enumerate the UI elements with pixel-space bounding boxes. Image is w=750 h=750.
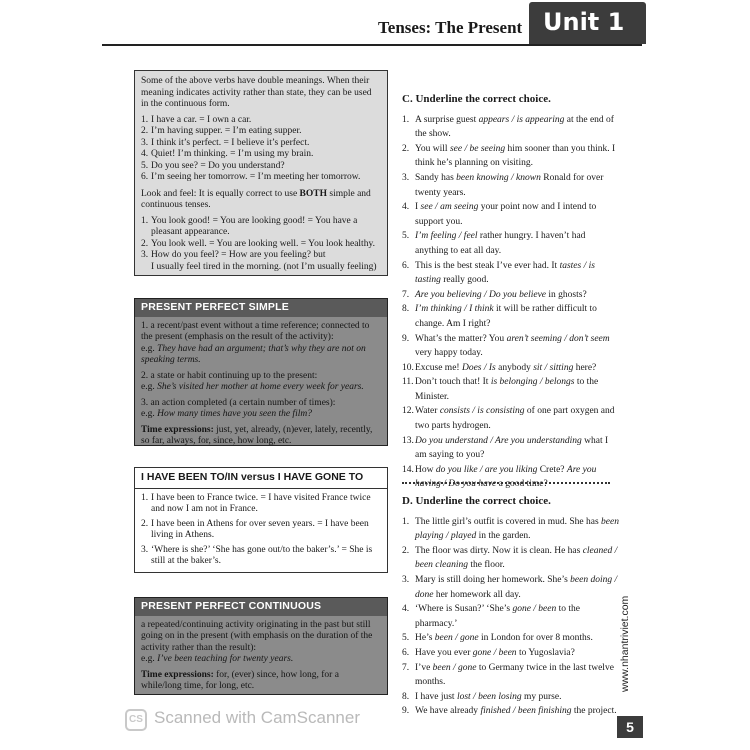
been-gone-heading: I HAVE BEEN TO/IN versus I HAVE GONE TO (135, 468, 387, 489)
exercise-c-heading: C. Underline the correct choice. (402, 93, 551, 105)
pps-example-2: e.g. She’s visited her mother at home every week for years. (141, 382, 364, 392)
header-rule (102, 44, 642, 46)
ppc-example: e.g. I’ve been teaching for twenty years. (141, 654, 294, 664)
exercise-item: 6. Have you ever gone / been to Yugoslavia? (402, 647, 575, 658)
exercise-item: 3. Sandy has been knowing / known Ronald for over twenty years. (402, 172, 604, 198)
exercise-item: 13. Do you understand / Are you understanding what I am saying to you? (402, 435, 609, 461)
present-perfect-simple-box (134, 298, 388, 446)
list-item: 1. I have been to France twice. = I have visited France twice and now I am not in France. (141, 492, 371, 514)
exercise-item: 4. I see / am seeing your point now and I intend to support you. (402, 202, 597, 227)
list-item: 1. I have a car. = I own a car. (141, 114, 252, 125)
pps-rule-2: 2. a state or habit continuing up to the present: (141, 370, 318, 381)
exercise-item: 4. ‘Where is Susan?’ ‘She’s gone / been to the pharmacy.’ (402, 604, 580, 629)
ppc-time-expressions: Time expressions: for, (ever) since, how long, for a while/long time, for long, etc. (141, 669, 339, 691)
look-feel-intro: Look and feel: It is equally correct to use BOTH simple and continuous tenses. (141, 188, 371, 210)
exercise-d (402, 494, 620, 719)
list-item: 5. Do you see? = Do you understand? (141, 160, 285, 171)
pps-time-expressions: Time expressions: just, yet, already, (n)ever, lately, recently, so far, always, for, since, how long, etc. (141, 424, 373, 446)
list-item: 1. You look good! = You are looking good! = You have a pleasant appearance. (141, 215, 358, 237)
exercise-item: 1. A surprise guest appears / is appearing at the end of the show. (402, 114, 614, 140)
exercise-d-list (402, 515, 620, 719)
list-item: 6. I’m seeing her tomorrow. = I’m meeting her tomorrow. (141, 172, 361, 182)
exercise-item: 5. I’m feeling / feel rather hungry. I haven’t had anything to eat all day. (402, 231, 586, 256)
chapter-title: Tenses: The Present (378, 18, 523, 37)
list-item: 3. I think it’s perfect. = I believe it’s perfect. (141, 137, 310, 148)
section-divider (402, 482, 610, 484)
exercise-item: 2. The floor was dirty. Now it is clean. He has cleaned / been cleaning the floor. (402, 545, 618, 571)
unit-tab (529, 2, 646, 44)
pps-example-3: e.g. How many times have you seen the film? (141, 409, 312, 419)
look-feel-list (141, 216, 381, 274)
exercise-item: 11. Don’t touch that! It is belonging / belongs to the Minister. (402, 377, 599, 402)
pps-rule-3: 3. an action completed (a certain number of times): (141, 397, 336, 408)
camscanner-logo: CS (125, 709, 147, 731)
exercise-c (402, 92, 620, 492)
present-perfect-continuous-box (134, 597, 388, 695)
exercise-item: 14. How do you like / are you liking Crete? Are you having / Do you have a good time? (402, 464, 597, 490)
exercise-d-heading: D. Underline the correct choice. (402, 495, 551, 507)
exercise-item: 5. He’s been / gone in London for over 8 months. (402, 633, 593, 644)
exercise-item: 3. Mary is still doing her homework. She’s been doing / done her homework all day. (402, 574, 618, 600)
pps-heading: PRESENT PERFECT SIMPLE (135, 299, 387, 317)
unit-label: Unit 1 (543, 8, 625, 36)
camscanner-watermark: Scanned with CamScanner (154, 708, 361, 727)
exercise-item: 1. The little girl’s outfit is covered in mud. She has been playing / played in the garden. (402, 516, 619, 542)
list-item: 2. I’m having supper. = I’m eating supper. (141, 126, 302, 136)
ppc-heading: PRESENT PERFECT CONTINUOUS (135, 598, 387, 616)
exercise-item: 9. What’s the matter? You aren’t seeming / don’t seem very happy today. (402, 333, 610, 359)
exercise-item: 10. Excuse me! Does / Is anybody sit / sitting here? (402, 362, 597, 373)
exercise-item: 2. You will see / be seeing him sooner than you think. I think he’s planning on visiting. (402, 143, 616, 169)
list-item: 3. ‘Where is she?’ ‘She has gone out/to the baker’s.’ = She is still at the baker’s. (141, 544, 373, 566)
list-item: 3. How do you feel? = How are you feeling? but (141, 250, 326, 260)
pps-example-1: e.g. They have had an argument; that’s why they are not on speaking terms. (141, 343, 366, 365)
page-number: 5 (617, 716, 643, 738)
list-item: 4. Quiet! I’m thinking. = I’m using my brain. (141, 149, 314, 159)
exercise-item: 9. We have already finished / been finishing the project. (402, 706, 617, 717)
pps-rule-1: 1. a recent/past event without a time reference; connected to the present (emphasis on the result of the activity): (141, 320, 370, 342)
exercise-c-list (402, 113, 620, 492)
website-url: www.nhantriviet.com (619, 595, 631, 692)
list-item: I usually feel tired in the morning. (not I’m usually feeling) (151, 261, 377, 272)
list-item: 2. I have been in Athens for over seven years. = I have been living in Athens. (141, 518, 369, 540)
box1-list (141, 115, 381, 184)
exercise-item: 12. Water consists / is consisting of one part oxygen and two parts hydrogen. (402, 406, 615, 432)
exercise-item: 7. I’ve been / gone to Germany twice in the last twelve months. (402, 662, 614, 688)
exercise-item: 6. This is the best steak I’ve ever had. It tastes / is tasting really good. (402, 260, 595, 286)
list-item: 2. You look well. = You are looking well. = You look healthy. (141, 238, 375, 249)
exercise-item: 7. Are you believing / Do you believe in ghosts? (402, 289, 587, 300)
ppc-rule: a repeated/continuing activity originating in the past but still going on in the present (with emphasis on the duration of the activity rather than the result): (141, 619, 373, 653)
double-meaning-box (134, 70, 388, 276)
been-gone-box (134, 467, 388, 573)
exercise-item: 8. I have just lost / been losing my purse. (402, 691, 562, 702)
box1-intro: Some of the above verbs have double meanings. When their meaning indicates activity rather than state, they can be used in the continuous form. (141, 76, 372, 109)
exercise-item: 8. I’m thinking / I think it will be rather difficult to change. Am I right? (402, 304, 597, 329)
